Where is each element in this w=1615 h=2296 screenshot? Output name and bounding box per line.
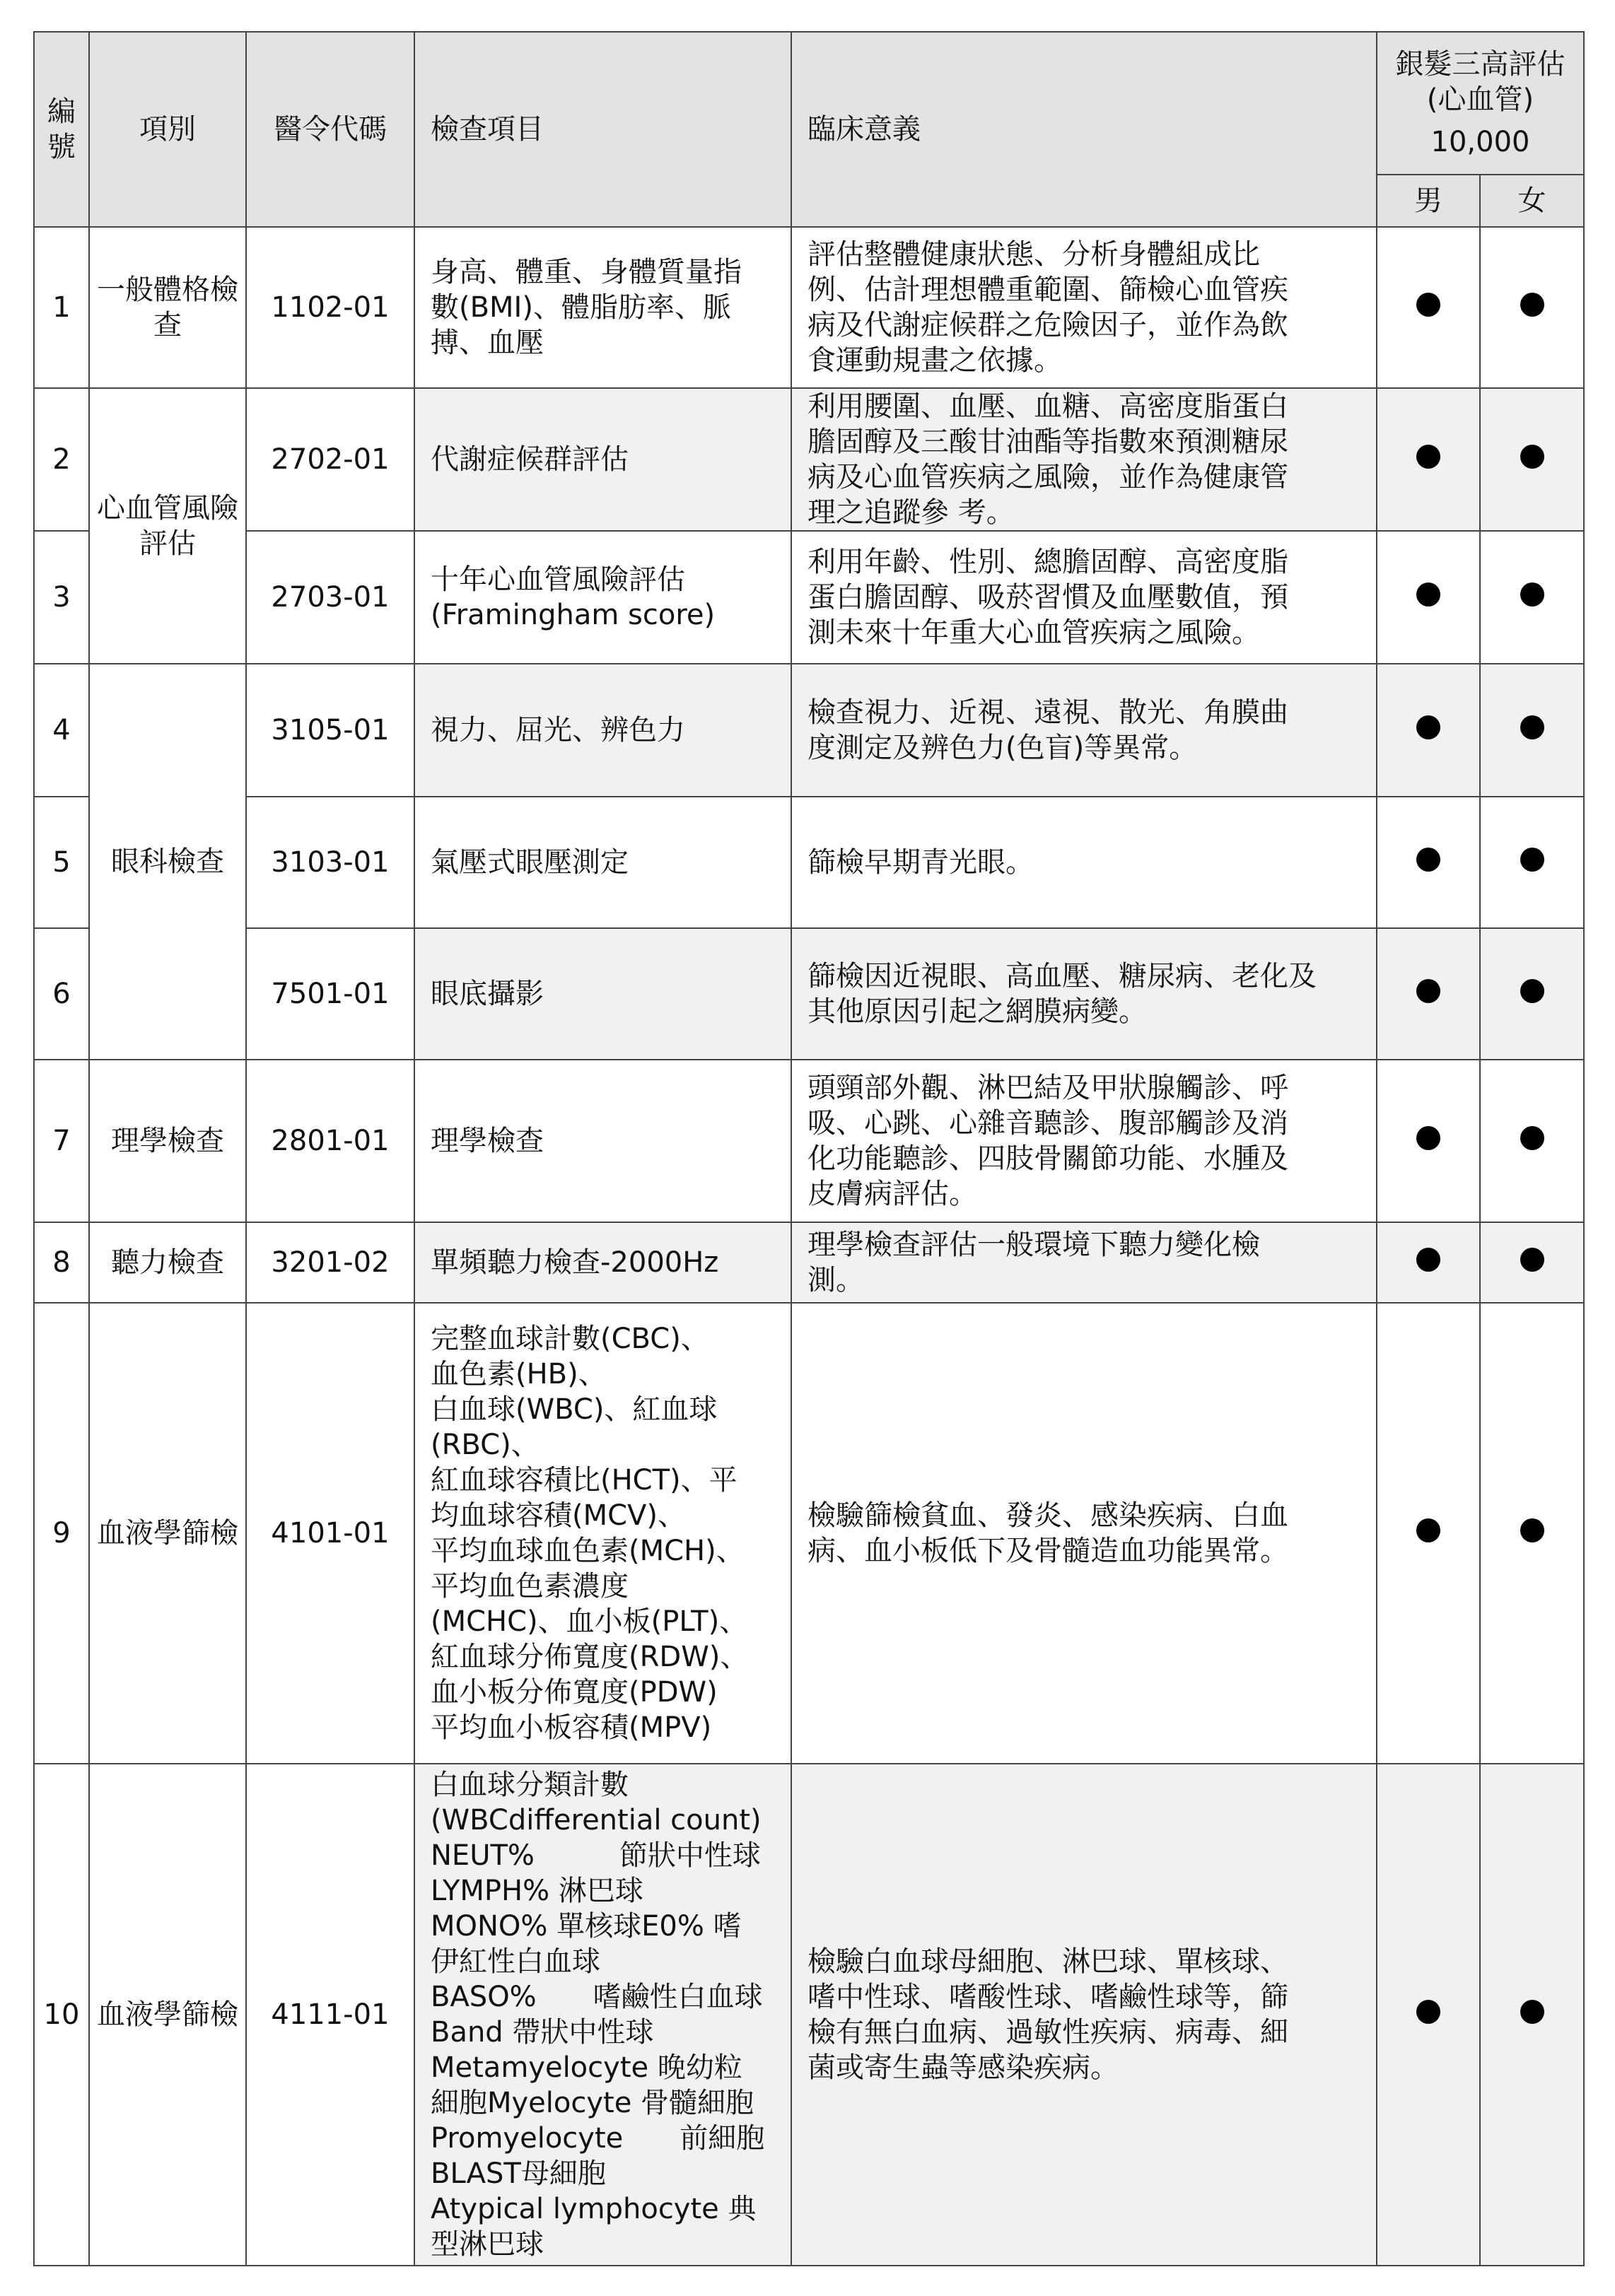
exam-item-line: (Framingham score) [431,599,716,631]
row-code: 3103-01 [246,797,414,928]
health-exam-table [33,31,1585,2266]
meaning-line: 檢驗篩檢貧血、發炎、感染疾病、白血 [808,1499,1288,1532]
row-clinical-meaning [791,928,1377,1060]
table-row [34,928,1584,1060]
meaning-line: 吸、心跳、心雜音聽診、腹部觸診及消 [808,1107,1288,1140]
row-exam-item [414,1764,791,2266]
meaning-line: 理之追蹤參 考。 [808,496,1015,529]
row-male-included [1377,1060,1480,1222]
included-dot-icon [1520,1248,1544,1272]
included-dot-icon [1416,1126,1440,1150]
header-meaning: 臨床意義 [791,32,1377,227]
meaning-line: 檢驗白血球母細胞、淋巴球、單核球、 [808,1945,1288,1978]
meaning-line: 測未來十年重大心血管疾病之風險。 [808,616,1260,649]
meaning-line: 篩檢因近視眼、高血壓、糖尿病、老化及 [808,960,1317,992]
included-dot-icon [1416,293,1440,317]
row-male-included [1377,797,1480,928]
table-row [34,1303,1584,1764]
header-code: 醫令代碼 [246,32,414,227]
exam-item-line: (MCHC)、血小板(PLT)、 [431,1605,748,1638]
exam-item-line: Atypical lymphocyte 典 [431,2193,757,2225]
row-clinical-meaning [791,1222,1377,1303]
exam-item-line: 搏、血壓 [431,327,544,359]
table-row [34,531,1584,664]
row-code: 7501-01 [246,928,414,1060]
row-exam-item [414,1303,791,1764]
exam-item-line: 平均血球血色素(MCH)、 [431,1535,745,1567]
exam-item-line: 白血球分類計數 [431,1769,629,1801]
row-male-included [1377,664,1480,797]
row-code: 4111-01 [246,1764,414,2266]
exam-item-line: 紅血球容積比(HCT)、平 [431,1464,737,1496]
row-female-included [1480,388,1584,531]
row-female-included [1480,1060,1584,1222]
row-number: 7 [34,1060,89,1222]
exam-item-line: (WBCdifferential count) [431,1804,762,1837]
exam-item-line: 平均血色素濃度 [431,1570,629,1603]
exam-item-line: BLAST母細胞 [431,2157,606,2190]
exam-item-line: 眼底攝影 [431,978,544,1010]
exam-item-line: NEUT% 節狀中性球 [431,1839,761,1872]
header-package [1377,32,1584,175]
row-male-included [1377,227,1480,388]
table-body [34,227,1584,2266]
exam-item-line: 理學檢查 [431,1125,544,1157]
meaning-line: 菌或寄生蟲等感染疾病。 [808,2051,1119,2084]
exam-item-line: MONO% 單核球E0% 嗜 [431,1910,742,1943]
included-dot-icon [1416,848,1440,872]
exam-item-line: 氣壓式眼壓測定 [431,846,629,879]
meaning-line: 病、血小板低下及骨髓造血功能異常。 [808,1535,1288,1567]
row-number: 2 [34,388,89,531]
exam-item-line: 身高、體重、身體質量指 [431,256,742,288]
row-code: 1102-01 [246,227,414,388]
meaning-line: 理學檢查評估一般環境下聽力變化檢 [808,1229,1260,1261]
row-female-included [1480,1222,1584,1303]
row-clinical-meaning [791,1303,1377,1764]
table-row [34,388,1584,531]
exam-item-line: 代謝症候群評估 [431,443,629,476]
row-number: 6 [34,928,89,1060]
exam-item-line: BASO% 嗜鹼性白血球 [431,1981,763,2013]
row-number: 5 [34,797,89,928]
row-code: 3105-01 [246,664,414,797]
included-dot-icon [1520,293,1544,317]
row-category: 眼科檢查 [89,664,246,1060]
meaning-line: 皮膚病評估。 [808,1178,977,1210]
meaning-line: 例、估計理想體重範圍、篩檢心血管疾 [808,274,1288,306]
row-number: 9 [34,1303,89,1764]
row-male-included [1377,531,1480,664]
included-dot-icon [1520,848,1544,872]
row-exam-item [414,928,791,1060]
exam-item-line: 單頻聽力檢查-2000Hz [431,1246,719,1279]
table-row [34,797,1584,928]
package-subtitle: (心血管) [1426,83,1534,116]
meaning-line: 檢查視力、近視、遠視、散光、角膜曲 [808,696,1288,729]
meaning-line: 膽固醇及三酸甘油酯等指數來預測糖尿 [808,426,1288,458]
meaning-line: 利用年齡、性別、總膽固醇、高密度脂 [808,546,1288,578]
package-price: 10,000 [1430,126,1530,158]
included-dot-icon [1416,1248,1440,1272]
row-male-included [1377,388,1480,531]
meaning-line: 化功能聽診、四肢骨關節功能、水腫及 [808,1142,1288,1175]
row-male-included [1377,1764,1480,2266]
meaning-line: 病及代謝症候群之危險因子，並作為飲 [808,309,1288,341]
included-dot-icon [1416,2000,1440,2024]
row-female-included [1480,928,1584,1060]
included-dot-icon [1520,715,1544,739]
meaning-line: 測。 [808,1264,864,1296]
included-dot-icon [1416,582,1440,607]
row-code: 4101-01 [246,1303,414,1764]
row-code: 2801-01 [246,1060,414,1222]
included-dot-icon [1520,445,1544,469]
exam-item-line: 視力、屈光、辨色力 [431,714,685,746]
meaning-line: 利用腰圍、血壓、血糖、高密度脂蛋白 [808,390,1288,423]
exam-item-line: 數(BMI)、體脂肪率、脈 [431,291,731,324]
row-clinical-meaning [791,664,1377,797]
row-code: 2702-01 [246,388,414,531]
row-category: 心血管風險評估 [89,388,246,664]
exam-item-line: 細胞Myelocyte 骨髓細胞 [431,2087,754,2119]
row-exam-item [414,388,791,531]
meaning-line: 度測定及辨色力(色盲)等異常。 [808,732,1198,764]
exam-item-line: 完整血球計數(CBC)、 [431,1323,709,1355]
exam-item-line: Band 帶狀中性球 [431,2016,654,2049]
exam-item-line: 型淋巴球 [431,2228,544,2261]
row-clinical-meaning [791,227,1377,388]
row-female-included [1480,1764,1584,2266]
table-row [34,1764,1584,2266]
package-name: 銀髮三高評估 [1395,48,1566,81]
meaning-line: 篩檢早期青光眼。 [808,846,1034,879]
included-dot-icon [1520,582,1544,607]
row-exam-item [414,1222,791,1303]
row-code: 3201-02 [246,1222,414,1303]
header-male: 男 [1377,175,1480,227]
included-dot-icon [1416,979,1440,1003]
header-item: 檢查項目 [414,32,791,227]
included-dot-icon [1520,1518,1544,1542]
header-female: 女 [1480,175,1584,227]
exam-item-line: 均血球容積(MCV)、 [431,1499,687,1532]
row-exam-item [414,227,791,388]
row-number: 1 [34,227,89,388]
meaning-line: 蛋白膽固醇、吸菸習慣及血壓數值，預 [808,581,1288,614]
row-category: 理學檢查 [89,1060,246,1222]
row-female-included [1480,227,1584,388]
header-category: 項別 [89,32,246,227]
row-male-included [1377,928,1480,1060]
row-exam-item [414,531,791,664]
header-no: 編號 [34,32,89,227]
row-number: 8 [34,1222,89,1303]
exam-item-line: (RBC)、 [431,1429,540,1461]
exam-item-line: 紅血球分佈寬度(RDW)、 [431,1641,749,1673]
row-clinical-meaning [791,1060,1377,1222]
row-number: 4 [34,664,89,797]
row-male-included [1377,1303,1480,1764]
table-row [34,1060,1584,1222]
row-category: 聽力檢查 [89,1222,246,1303]
row-number: 3 [34,531,89,664]
meaning-line: 病及心血管疾病之風險，並作為健康管 [808,461,1288,493]
row-category: 一般體格檢查 [89,227,246,388]
included-dot-icon [1416,1518,1440,1542]
meaning-line: 其他原因引起之網膜病變。 [808,995,1147,1028]
meaning-line: 食運動規畫之依據。 [808,344,1062,377]
meaning-line: 檢有無白血病、過敏性疾病、病毒、細 [808,2016,1288,2049]
included-dot-icon [1416,715,1440,739]
row-male-included [1377,1222,1480,1303]
row-female-included [1480,531,1584,664]
exam-item-line: 平均血小板容積(MPV) [431,1711,712,1744]
included-dot-icon [1520,2000,1544,2024]
row-clinical-meaning [791,797,1377,928]
exam-item-line: 伊紅性白血球 [431,1945,600,1978]
meaning-line: 評估整體健康狀態、分析身體組成比 [808,238,1260,271]
included-dot-icon [1520,979,1544,1003]
exam-item-line: 血色素(HB)、 [431,1358,607,1390]
row-category: 血液學篩檢 [89,1764,246,2266]
exam-item-line: Promyelocyte 前細胞 [431,2122,765,2155]
meaning-line: 嗜中性球、嗜酸性球、嗜鹼性球等，篩 [808,1981,1288,2013]
exam-item-line: LYMPH% 淋巴球 [431,1875,643,1907]
row-female-included [1480,664,1584,797]
exam-item-line: 白血球(WBC)、紅血球 [431,1393,718,1426]
table-row [34,227,1584,388]
row-category: 血液學篩檢 [89,1303,246,1764]
row-exam-item [414,664,791,797]
row-number: 10 [34,1764,89,2266]
included-dot-icon [1520,1126,1544,1150]
table-row [34,1222,1584,1303]
table-row [34,664,1584,797]
row-female-included [1480,1303,1584,1764]
row-code: 2703-01 [246,531,414,664]
meaning-line: 頭頸部外觀、淋巴結及甲狀腺觸診、呼 [808,1072,1288,1104]
row-clinical-meaning [791,1764,1377,2266]
included-dot-icon [1416,445,1440,469]
row-female-included [1480,797,1584,928]
exam-item-line: 十年心血管風險評估 [431,563,685,596]
row-clinical-meaning [791,388,1377,531]
row-exam-item [414,797,791,928]
row-clinical-meaning [791,531,1377,664]
exam-item-line: 血小板分佈寬度(PDW) [431,1676,718,1709]
exam-item-line: Metamyelocyte 晚幼粒 [431,2051,742,2084]
row-exam-item [414,1060,791,1222]
